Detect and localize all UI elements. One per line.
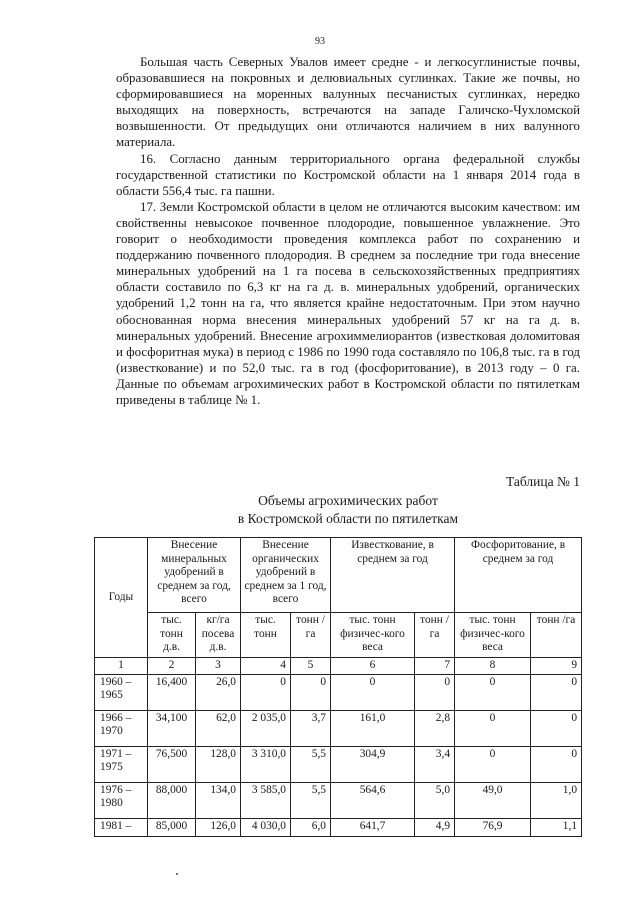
- subheader-cell: тыс. тонн физичес-кого веса: [331, 613, 415, 658]
- subheader-cell: тонн /га: [531, 613, 582, 658]
- table-cell: 0: [531, 710, 582, 746]
- subheader-cell: кг/га посева д.в.: [196, 613, 241, 658]
- table-cell: 1,0: [531, 782, 582, 818]
- subheader-cell: тыс. тонн д.в.: [148, 613, 196, 658]
- table-row: [95, 818, 582, 836]
- table-cell: 26,0: [196, 674, 241, 710]
- table-cell: 128,0: [196, 746, 241, 782]
- table-cell: 34,100: [148, 710, 196, 746]
- year-cell: 1976 – 1980: [95, 782, 148, 818]
- table-cell: 134,0: [196, 782, 241, 818]
- year-cell: 1966 – 1970: [95, 710, 148, 746]
- subheader-cell: тыс. тонн физичес-кого веса: [455, 613, 531, 658]
- table-cell: 16,400: [148, 674, 196, 710]
- table-cell: 564,6: [331, 782, 415, 818]
- table-cell: 85,000: [148, 818, 196, 836]
- table-title: [116, 492, 580, 528]
- paragraph: 17. Земли Костромской области в целом не отличаются высоким качеством: им свойственны невысокое почвенное плодородие, повышенное увлажнение. Это говорит о необходимости проведения комплекса работ по сохранению и поддержанию почвенного плодородия. В среднем за последние три года внесение минеральных удобрений на 1 га посева в сельскохозяйственных предприятиях области составило по 6,3 кг на га д. в. минеральных удобрений, органических удобрений 1,2 тонн на га, что является крайне недостаточным. При этом научно обоснованная норма внесения минеральных удобрений 57 кг на га д. в. минеральных удобрений. Внесение агрохиммелиорантов (известковая доломитовая и фосфоритная мука) в период с 1986 по 1990 года составляло по 106,8 тыс. га в год (известкование) и по 52,0 тыс. га в год (фосфоритование), в 2013 году – 0 га. Данные по объемам агрохимических работ в Костромской области по пятилеткам приведены в таблице № 1.: [116, 199, 580, 407]
- subheader-cell: тонн /га: [415, 613, 455, 658]
- header-mineral: Внесение минеральных удобрений в среднем за год, всего: [148, 538, 241, 613]
- table-cell: 3 585,0: [241, 782, 291, 818]
- column-number: 6: [331, 658, 415, 675]
- table-cell: 5,0: [415, 782, 455, 818]
- table-cell: 76,9: [455, 818, 531, 836]
- column-number: 5: [291, 658, 331, 675]
- column-number: 7: [415, 658, 455, 675]
- table-cell: 76,500: [148, 746, 196, 782]
- year-cell: 1960 – 1965: [95, 674, 148, 710]
- table-cell: 0: [241, 674, 291, 710]
- header-liming: Известкование, в среднем за год: [331, 538, 455, 613]
- year-cell: 1971 – 1975: [95, 746, 148, 782]
- table-cell: 6,0: [291, 818, 331, 836]
- column-number: 8: [455, 658, 531, 675]
- body-text: [116, 54, 580, 408]
- page-number: 93: [315, 36, 325, 47]
- table-cell: 641,7: [331, 818, 415, 836]
- subheader-cell: тонн /га: [291, 613, 331, 658]
- table-cell: 126,0: [196, 818, 241, 836]
- table-cell: 49,0: [455, 782, 531, 818]
- column-number: 9: [531, 658, 582, 675]
- table-cell: 5,5: [291, 782, 331, 818]
- agrochem-table: [94, 537, 582, 837]
- table-cell: 0: [291, 674, 331, 710]
- paragraph: 16. Согласно данным территориального органа федеральной службы государственной статистики по Костромской области на 1 января 2014 года в области 556,4 тыс. га пашни.: [116, 151, 580, 198]
- table-cell: 2,8: [415, 710, 455, 746]
- header-organic: Внесение органических удобрений в среднем за 1 год, всего: [241, 538, 331, 613]
- table-cell: 161,0: [331, 710, 415, 746]
- table-cell: 0: [531, 746, 582, 782]
- table-row: [95, 746, 582, 782]
- table-cell: 0: [331, 674, 415, 710]
- table-cell: 3,7: [291, 710, 331, 746]
- year-cell: 1981 –: [95, 818, 148, 836]
- table-row: [95, 710, 582, 746]
- column-number: 1: [95, 658, 148, 675]
- table-cell: 4 030,0: [241, 818, 291, 836]
- column-number: 2: [148, 658, 196, 675]
- table-cell: 62,0: [196, 710, 241, 746]
- column-number: 4: [241, 658, 291, 675]
- table-cell: 88,000: [148, 782, 196, 818]
- table-cell: 1,1: [531, 818, 582, 836]
- paragraph: Большая часть Северных Увалов имеет средне - и легкосуглинистые почвы, образовавшиеся на покровных и делювиальных суглинках. Такие же почвы, но сформировавшиеся на моренных валунных песчанистых суглинках, нередко выходящих на поверхность, встречаются на западе Галичско-Чухломской возвышенности. От предыдущих они отличаются наличием в них валунного материала.: [116, 55, 580, 150]
- table-cell: 5,5: [291, 746, 331, 782]
- table-caption: Таблица № 1: [506, 474, 580, 489]
- table-cell: 304,9: [331, 746, 415, 782]
- column-number: 3: [196, 658, 241, 675]
- header-phosphor: Фосфоритование, в среднем за год: [455, 538, 582, 613]
- header-years: Годы: [95, 538, 148, 658]
- table-cell: 0: [531, 674, 582, 710]
- table-cell: 0: [455, 674, 531, 710]
- table-cell: 2 035,0: [241, 710, 291, 746]
- table-cell: 0: [455, 746, 531, 782]
- table-cell: 4,9: [415, 818, 455, 836]
- table-title-line: Объемы агрохимических работ: [258, 493, 438, 508]
- table-title-line: в Костромской области по пятилеткам: [237, 511, 459, 526]
- subheader-cell: тыс. тонн: [241, 613, 291, 658]
- table-cell: 3,4: [415, 746, 455, 782]
- table-cell: 3 310,0: [241, 746, 291, 782]
- table-cell: 0: [455, 710, 531, 746]
- table-row: [95, 782, 582, 818]
- scan-speck: [176, 873, 178, 875]
- table-row: [95, 674, 582, 710]
- table-cell: 0: [415, 674, 455, 710]
